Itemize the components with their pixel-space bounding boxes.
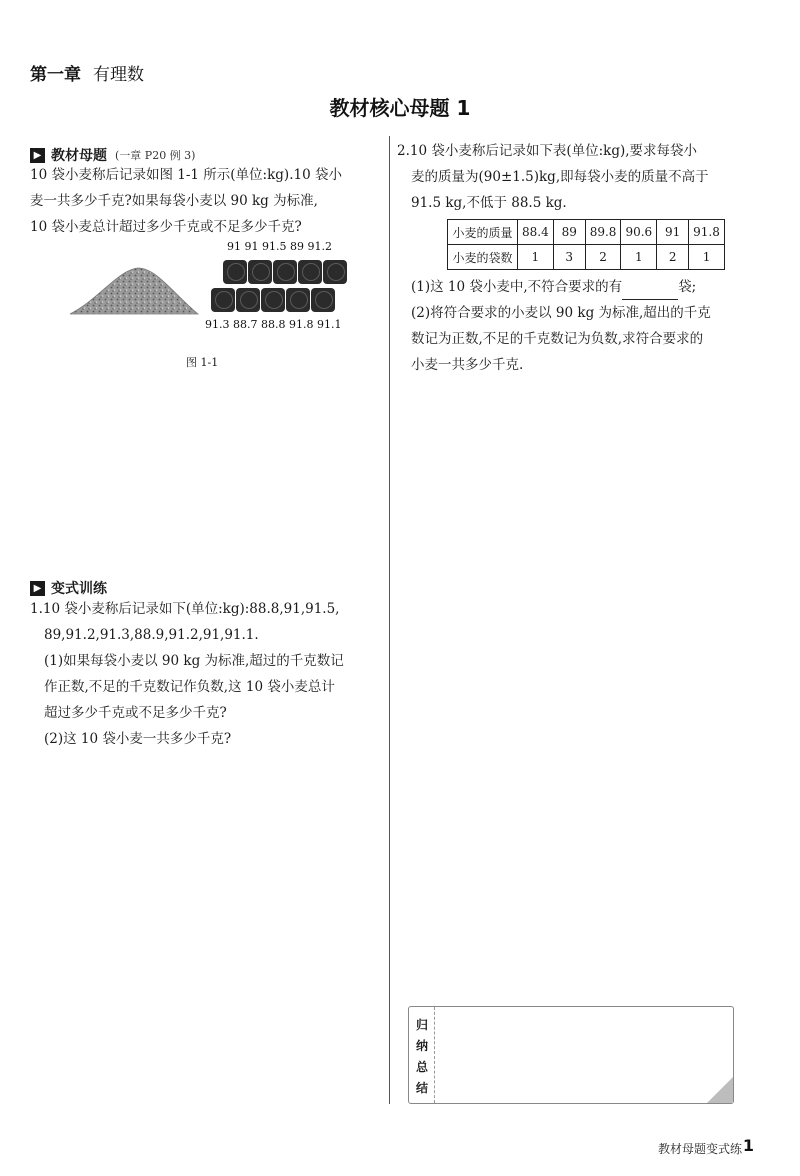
- chapter-heading: [30, 60, 144, 85]
- table-cell: 91: [657, 220, 689, 245]
- wheat-pile-image: [68, 262, 200, 318]
- question-1: [411, 274, 761, 300]
- table-cell: 1: [518, 245, 554, 270]
- text-line: 10 袋小麦总计超过多少千克或不足多少千克?: [30, 219, 302, 235]
- table-cell: 2: [585, 245, 621, 270]
- table-cell: 91.8: [689, 220, 725, 245]
- top-row-weights: 91 91 91.5 89 91.2: [227, 240, 332, 253]
- footer-text: 教材母题变式练: [657, 1142, 742, 1156]
- page-number: 1: [742, 1136, 754, 1155]
- text-line: 数记为正数,不足的千克数记为负数,求符合要求的: [411, 331, 704, 347]
- wheat-bag-icon: [211, 288, 235, 312]
- answer-blank[interactable]: [622, 284, 678, 300]
- text-line: (2)将符合要求的小麦以 90 kg 为标准,超出的千克: [411, 305, 711, 321]
- chapter-title: 有理数: [93, 65, 144, 85]
- summary-char: 归: [415, 1018, 428, 1032]
- textbook-problem-title: 教材母题: [51, 148, 107, 164]
- wheat-weight-table: [447, 219, 725, 270]
- text-line: 超过多少千克或不足多少千克?: [44, 705, 227, 721]
- text-line: 麦的质量为(90±1.5)kg,即每袋小麦的质量不高于: [411, 169, 709, 185]
- wheat-bag-icon: [286, 288, 310, 312]
- variant-problem-text: [30, 596, 382, 752]
- source-note: (一章 P20 例 3): [115, 149, 196, 162]
- arrow-right-icon: ▶: [30, 581, 45, 596]
- problem2-text: [397, 138, 757, 216]
- text-line: 1.10 袋小麦称后记录如下(单位:kg):88.8,91,91.5,: [30, 601, 340, 617]
- text-line: 89,91.2,91.3,88.9,91.2,91,91.1.: [44, 627, 259, 643]
- text-line: 2.10 袋小麦称后记录如下表(单位:kg),要求每袋小: [397, 143, 698, 159]
- wheat-bag-icon: [298, 260, 322, 284]
- text-line: 麦一共多少千克?如果每袋小麦以 90 kg 为标准,: [30, 193, 318, 209]
- text-line: 91.5 kg,不低于 88.5 kg.: [411, 195, 567, 211]
- table-cell: 89: [553, 220, 585, 245]
- table-cell: 2: [657, 245, 689, 270]
- arrow-right-icon: ▶: [30, 148, 45, 163]
- summary-label: [409, 1007, 435, 1103]
- table-row: [448, 245, 725, 270]
- question-1-prefix: (1)这 10 袋小麦中,不符合要求的有: [411, 279, 623, 295]
- table-cell: 90.6: [621, 220, 657, 245]
- summary-char: 结: [415, 1081, 428, 1095]
- wheat-bag-icon: [261, 288, 285, 312]
- question-1-suffix: 袋;: [678, 279, 697, 295]
- wheat-bag-icon: [323, 260, 347, 284]
- variant-training-title: 变式训练: [51, 581, 107, 597]
- figure-caption: 图 1-1: [186, 356, 219, 369]
- summary-char: 纳: [415, 1039, 428, 1053]
- table-row: [448, 220, 725, 245]
- text-line: 作正数,不足的千克数记作负数,这 10 袋小麦总计: [44, 679, 335, 695]
- text-line: 小麦一共多少千克.: [411, 357, 524, 373]
- table-cell: 89.8: [585, 220, 621, 245]
- table-cell: 88.4: [518, 220, 554, 245]
- table-cell: 1: [621, 245, 657, 270]
- wheat-bag-icon: [273, 260, 297, 284]
- wheat-bag-icon: [311, 288, 335, 312]
- table-cell: 1: [689, 245, 725, 270]
- summary-char: 总: [415, 1060, 428, 1074]
- textbook-problem-text: [30, 162, 382, 240]
- wheat-bag-icon: [248, 260, 272, 284]
- row-header: 小麦的袋数: [448, 245, 518, 270]
- wheat-bag-icon: [223, 260, 247, 284]
- bottom-row-weights: 91.3 88.7 88.8 91.8 91.1: [205, 318, 342, 331]
- wheat-bag-icon: [236, 288, 260, 312]
- variant-training-heading: [30, 578, 107, 598]
- table-cell: 3: [553, 245, 585, 270]
- text-line: (2)这 10 袋小麦一共多少千克?: [44, 731, 232, 747]
- row-header: 小麦的质量: [448, 220, 518, 245]
- page-title: 教材核心母题 1: [329, 96, 471, 120]
- summary-box[interactable]: [408, 1006, 734, 1104]
- problem2-questions: [411, 274, 761, 378]
- chapter-number: 第一章: [30, 65, 81, 85]
- text-line: (1)如果每袋小麦以 90 kg 为标准,超过的千克数记: [44, 653, 344, 669]
- page-fold-corner: [707, 1077, 733, 1103]
- column-divider: [389, 136, 390, 1104]
- text-line: 10 袋小麦称后记录如图 1-1 所示(单位:kg).10 袋小: [30, 167, 342, 183]
